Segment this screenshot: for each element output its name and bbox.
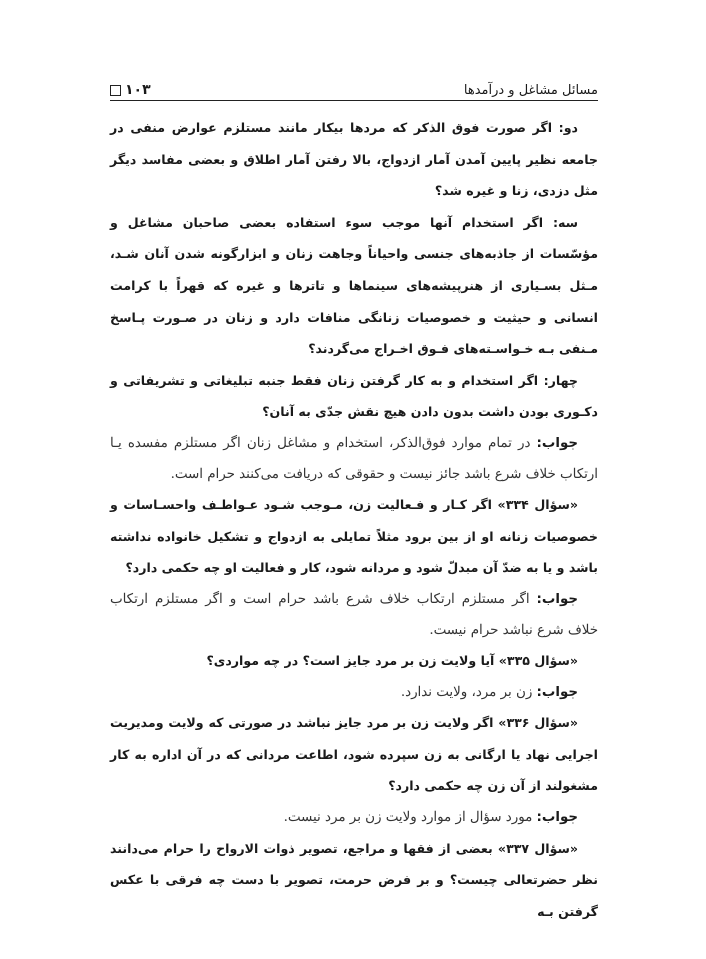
- running-header: [110, 70, 598, 101]
- question-text: «سؤال ۳۳۶» اگر ولایت زن بر مرد جایز نباشد در صورتی که ولایت ومدیریت اجرایی نهاد یا ارگانی به زن سپرده شود، اطاعت مردانی که در آن اداره به کار مشغولند از آن زن چه حکمی دارد؟: [110, 715, 598, 794]
- page-number-group: [110, 82, 151, 98]
- question-336: [110, 708, 598, 803]
- question-text: سه: اگر استخدام آنها موجب سوء استفاده بعضی صاحبان مشاغل و مؤسّسات از جاذبه‌های جنسی واحیاناً وجاهت زنان و ابزارگونه شدن آنان شـد، مـثل بسـیاری از هنرپیشه‌های سینماها و تاترها و غیره که قهراً با کرامت انسانی و حیثیت و خصوصیات زنانگی منافات دارد و زنان در صـورت پـاسخ مـنفی بـه خـواسـته‌های فـوق اخـراج می‌گردند؟: [110, 214, 598, 357]
- answer-label: جواب:: [536, 810, 578, 826]
- answer-paragraph: [110, 678, 598, 709]
- paragraph-four: [110, 366, 598, 429]
- question-334: [110, 490, 598, 585]
- answer-paragraph: [110, 585, 598, 646]
- answer-paragraph: [110, 803, 598, 834]
- answer-label: جواب:: [536, 684, 578, 700]
- answer-text: در تمام موارد فوق‌الذکر، استخدام و مشاغل زنان اگر مستلزم مفسده یـا ارتکاب خلاف شرع باشد جائز نیست و حقوقی که دریافت می‌کنند حرام است.: [110, 435, 598, 482]
- answer-label: جواب:: [536, 435, 578, 451]
- page-number: ۱۰۳: [125, 82, 151, 98]
- question-text: «سؤال ۳۳۴» اگر کـار و فـعالیت زن، مـوجب شـود عـواطـف واحسـاسات و خصوصیات زنانه او از بین برود مثلاً تمایلی به ازدواج و تشکیل خانواده نداشته باشد و یا به ضدّ آن مبدلّ شود و مردانه شود، کار و فعالیت او چه حکمی دارد؟: [110, 497, 598, 576]
- question-335: [110, 646, 598, 678]
- square-ornament-icon: [110, 85, 121, 96]
- book-page: [110, 70, 598, 928]
- question-text: چهار: اگر استخدام و به کار گرفتن زنان فقط جنبه تبلیغاتی و تشریفاتی و دکـوری بودن داشت بدون دادن هیچ نقش جدّی به آنان؟: [110, 372, 598, 420]
- answer-text: زن بر مرد، ولایت ندارد.: [400, 684, 537, 700]
- question-text: «سؤال ۳۳۷» بعضی از فقها و مراجع، تصویر ذوات الارواح را حرام می‌دانند نظر حضرتعالی چیست؟ و بر فرض حرمت، تصویر با دست چه فرقی با عکس گرفتن بـه: [110, 840, 598, 919]
- answer-paragraph: [110, 429, 598, 490]
- question-text: «سؤال ۳۳۵» آیا ولایت زن بر مرد جایز است؟ در چه مواردی؟: [206, 653, 578, 669]
- paragraph-two: [110, 113, 598, 208]
- answer-text: اگر مستلزم ارتکاب خلاف شرع باشد حرام است و اگر مستلزم ارتکاب خلاف شرع نباشد حرام نیست.: [110, 591, 598, 638]
- page-body: [110, 113, 598, 928]
- answer-text: مورد سؤال از موارد ولایت زن بر مرد نیست.: [283, 810, 537, 826]
- answer-label: جواب:: [536, 591, 578, 607]
- chapter-title: مسائل مشاغل و درآمدها: [463, 83, 598, 98]
- paragraph-three: [110, 208, 598, 366]
- question-text: دو: اگر صورت فوق الذکر که مردها بیکار مانند مستلزم عوارض منفی در جامعه نظیر پایین آمدن آمار ازدواج، بالا رفتن آمار اطلاق و بعضی مفاسد دیگر مثل دزدی، زنا و غیره شد؟: [110, 120, 598, 199]
- question-337: [110, 834, 598, 929]
